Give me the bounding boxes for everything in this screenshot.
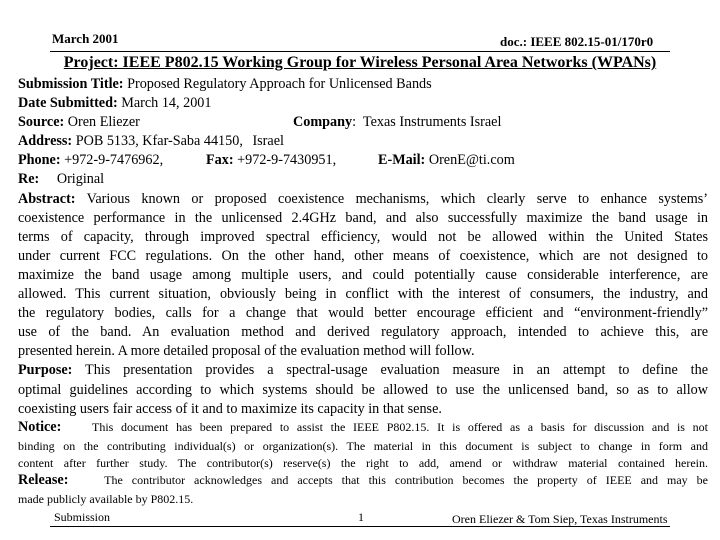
address-label: Address: [18, 133, 73, 150]
abstract-line: allowed. This current situation, obviously being in conflict with the interest of consumers, the industry, and [18, 286, 708, 303]
re-value: Original [56, 171, 105, 188]
abstract-line: terms of capacity, through improved spectral efficiency, would not be allowed within the United States [18, 228, 708, 245]
purpose-label: Purpose: [18, 362, 73, 379]
release-label: Release: [18, 471, 69, 488]
phone-label: Phone: [18, 152, 61, 169]
address-line [18, 132, 708, 151]
contact-line [18, 151, 708, 170]
project-title: Project: IEEE P802.15 Working Group for Wireless Personal Area Networks (WPANs) [63, 54, 657, 71]
footer-left: Submission [54, 510, 111, 524]
fax-value: +972-9-7430951, [237, 152, 337, 169]
address-value: POB 5133, Kfar-Saba 44150, [75, 133, 243, 150]
company-value: Texas Instruments Israel [362, 114, 502, 131]
footer-authors: Oren Eliezer & Tom Siep, Texas Instruments [452, 512, 668, 526]
address-country: Israel [252, 133, 284, 150]
purpose-text: This presentation provides a spectral-usage evaluation measure in an attempt to define the [85, 362, 708, 379]
purpose-line: optimal guidelines according to which systems should be allowed to use the unlicensed band, so as to allow [18, 381, 708, 398]
source-line: Source: Oren Eliezer Company: Texas Instruments Israel [18, 114, 502, 131]
notice-line: content after further study. The contributor(s) reserve(s) the right to add, amend or withdraw material contained herein. [18, 455, 708, 470]
re-line [18, 170, 708, 189]
notice-line [18, 419, 708, 438]
header-doc-id: doc.: IEEE 802.15-01/170r0 [500, 34, 654, 49]
abstract-line: use of the band. An evaluation method and derived regulatory approach, intended to achieve this, are [18, 324, 708, 341]
release-line [18, 472, 708, 491]
release-line: made publicly available by P802.15. [18, 491, 194, 506]
header-date: March 2001 [52, 31, 119, 46]
footer-page-number: 1 [358, 510, 364, 524]
abstract-text: Various known or proposed coexistence mechanisms, which clearly serve to enhance systems’ [86, 190, 708, 207]
header-rule [50, 51, 670, 52]
notice-section [18, 419, 708, 508]
notice-line: binding on the contributing individual(s) or organization(s). The material in this document is subject to change in form and [18, 438, 708, 453]
abstract-label: Abstract: [18, 190, 76, 207]
date-submitted-line [18, 94, 708, 113]
submission-title-value: Proposed Regulatory Approach for Unlicensed Bands [127, 76, 432, 92]
abstract-line: presented herein. A more detailed proposal of the evaluation method will follow. [18, 343, 475, 360]
notice-text: This document has been prepared to assist the IEEE P802.15. It is offered as a basis for discussion and is not [91, 419, 708, 434]
notice-label: Notice: [18, 418, 62, 435]
abstract-line: maximize the band usage among multiple users, and could potentially cause considerable interference, are [18, 266, 708, 283]
date-submitted-label: Date Submitted: [18, 95, 118, 112]
submission-title-label: Submission Title: [18, 76, 124, 92]
purpose-line [18, 361, 708, 380]
fax-label: Fax: [206, 152, 234, 169]
purpose-line: coexisting users fair access of it and to maximize its capacity in that sense. [18, 400, 442, 417]
re-label: Re: [18, 171, 40, 188]
release-text: The contributor acknowledges and accepts that this contribution becomes the property of IEEE and may be [104, 472, 708, 487]
abstract-line [18, 190, 708, 209]
company-label: Company [293, 114, 353, 131]
email-label: E-Mail: [378, 152, 426, 169]
abstract-line: coexistence performance in the unlicensed 2.4GHz band, and also successfully maximize the band usage in [18, 209, 708, 226]
source-label: Source: [18, 114, 65, 131]
document-body [18, 75, 708, 508]
email-value: OrenE@ti.com [428, 152, 515, 169]
abstract-line: the regulatory bodies, calls for a change that would better encourage efficient and “environment-friendly” [18, 305, 708, 322]
source-value: Oren Eliezer [67, 114, 140, 131]
submission-title-line [18, 75, 708, 94]
date-submitted-value: March 14, 2001 [121, 95, 212, 112]
abstract-line: under current FCC regulations. On the other hand, other means of coexistence, which are not designed to [18, 247, 708, 264]
phone-value: +972-9-7476962, [64, 152, 164, 169]
